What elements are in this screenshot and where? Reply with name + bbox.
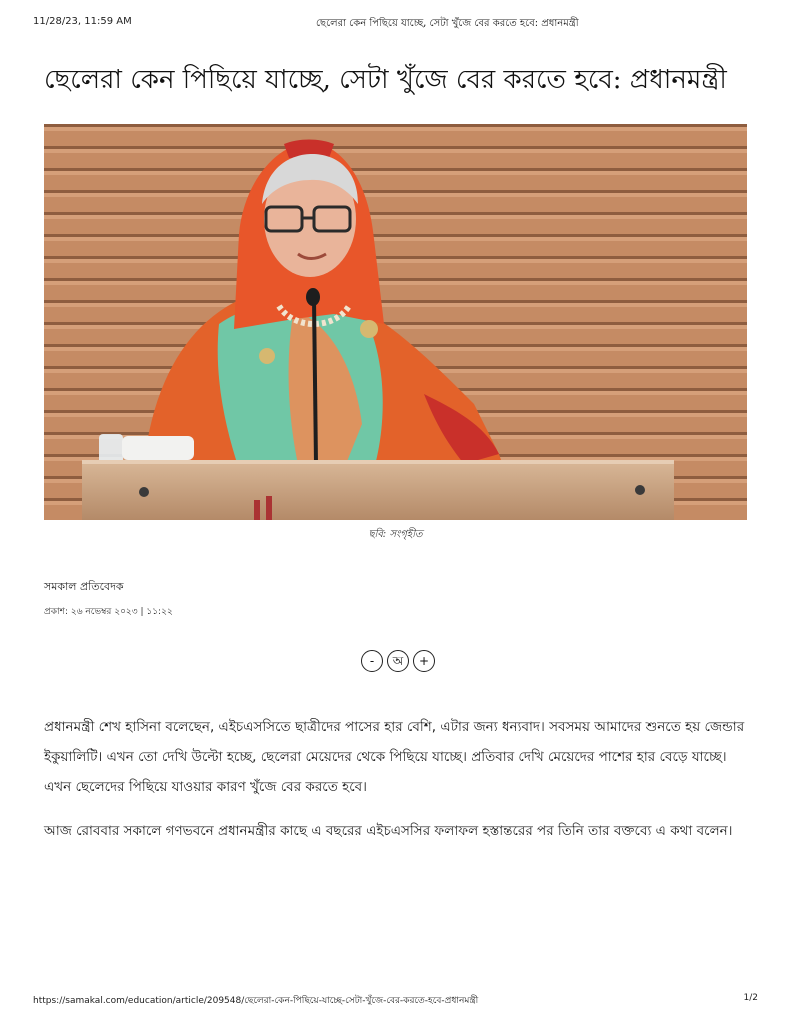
photo-caption: ছবি: সংগৃহীত [368, 529, 423, 540]
print-page-title: ছেলেরা কেন পিছিয়ে যাচ্ছে, সেটা খুঁজে বের করতে হবে: প্রধানমন্ত্রী [316, 18, 579, 29]
article-headline: ছেলেরা কেন পিছিয়ে যাচ্ছে, সেটা খুঁজে বের করতে হবে: প্রধানমন্ত্রী [44, 65, 727, 95]
font-size-controls [361, 650, 451, 676]
article-byline[interactable]: সমকাল প্রতিবেদক [44, 580, 124, 593]
print-timestamp: 11/28/23, 11:59 AM [33, 16, 132, 27]
decrease-font-button[interactable]: - [361, 650, 383, 672]
published-date: প্রকাশ: ২৬ নভেম্বর ২০২৩ | ১১:২২ [44, 607, 173, 617]
print-header [33, 16, 758, 32]
article-paragraph: আজ রোববার সকালে গণভবনে প্রধানমন্ত্রীর কাছে এ বছরের এইচএসসির ফলাফল হস্তান্তরের পর তিনি তার বক্তব্যে এ কথা বলেন। [44, 823, 733, 839]
article-body [44, 712, 752, 860]
article-photo [44, 124, 747, 520]
article-paragraph: প্রধানমন্ত্রী শেখ হাসিনা বলেছেন, এইচএসসিতে ছাত্রীদের পাসের হার বেশি, এটার জন্য ধন্যবাদ। সবসময় আমাদের শুনতে হয় জেন্ডার ইকুয়ালিটি। এখন তো দেখি উল্টো হচ্ছে, ছেলেরা মেয়েদের থেকে পিছিয়ে যাচ্ছে। প্রতিবার দেখি মেয়েদের পাশের হার বেড়ে যাচ্ছে। এখন ছেলেদের পিছিয়ে যাওয়ার কারণ খুঁজে বের করতে হবে। [44, 719, 745, 795]
print-footer [33, 993, 758, 1007]
increase-font-button[interactable]: + [413, 650, 435, 672]
print-url: https://samakal.com/education/article/209548/ছেলেরা-কেন-পিছিয়ে-যাচ্ছে-সেটা-খুঁজে-বের-করতে-হবে-প্রধানমন্ত্রী [33, 996, 479, 1006]
page-number: 1/2 [743, 993, 758, 1003]
reset-font-button[interactable]: অ [387, 650, 409, 672]
